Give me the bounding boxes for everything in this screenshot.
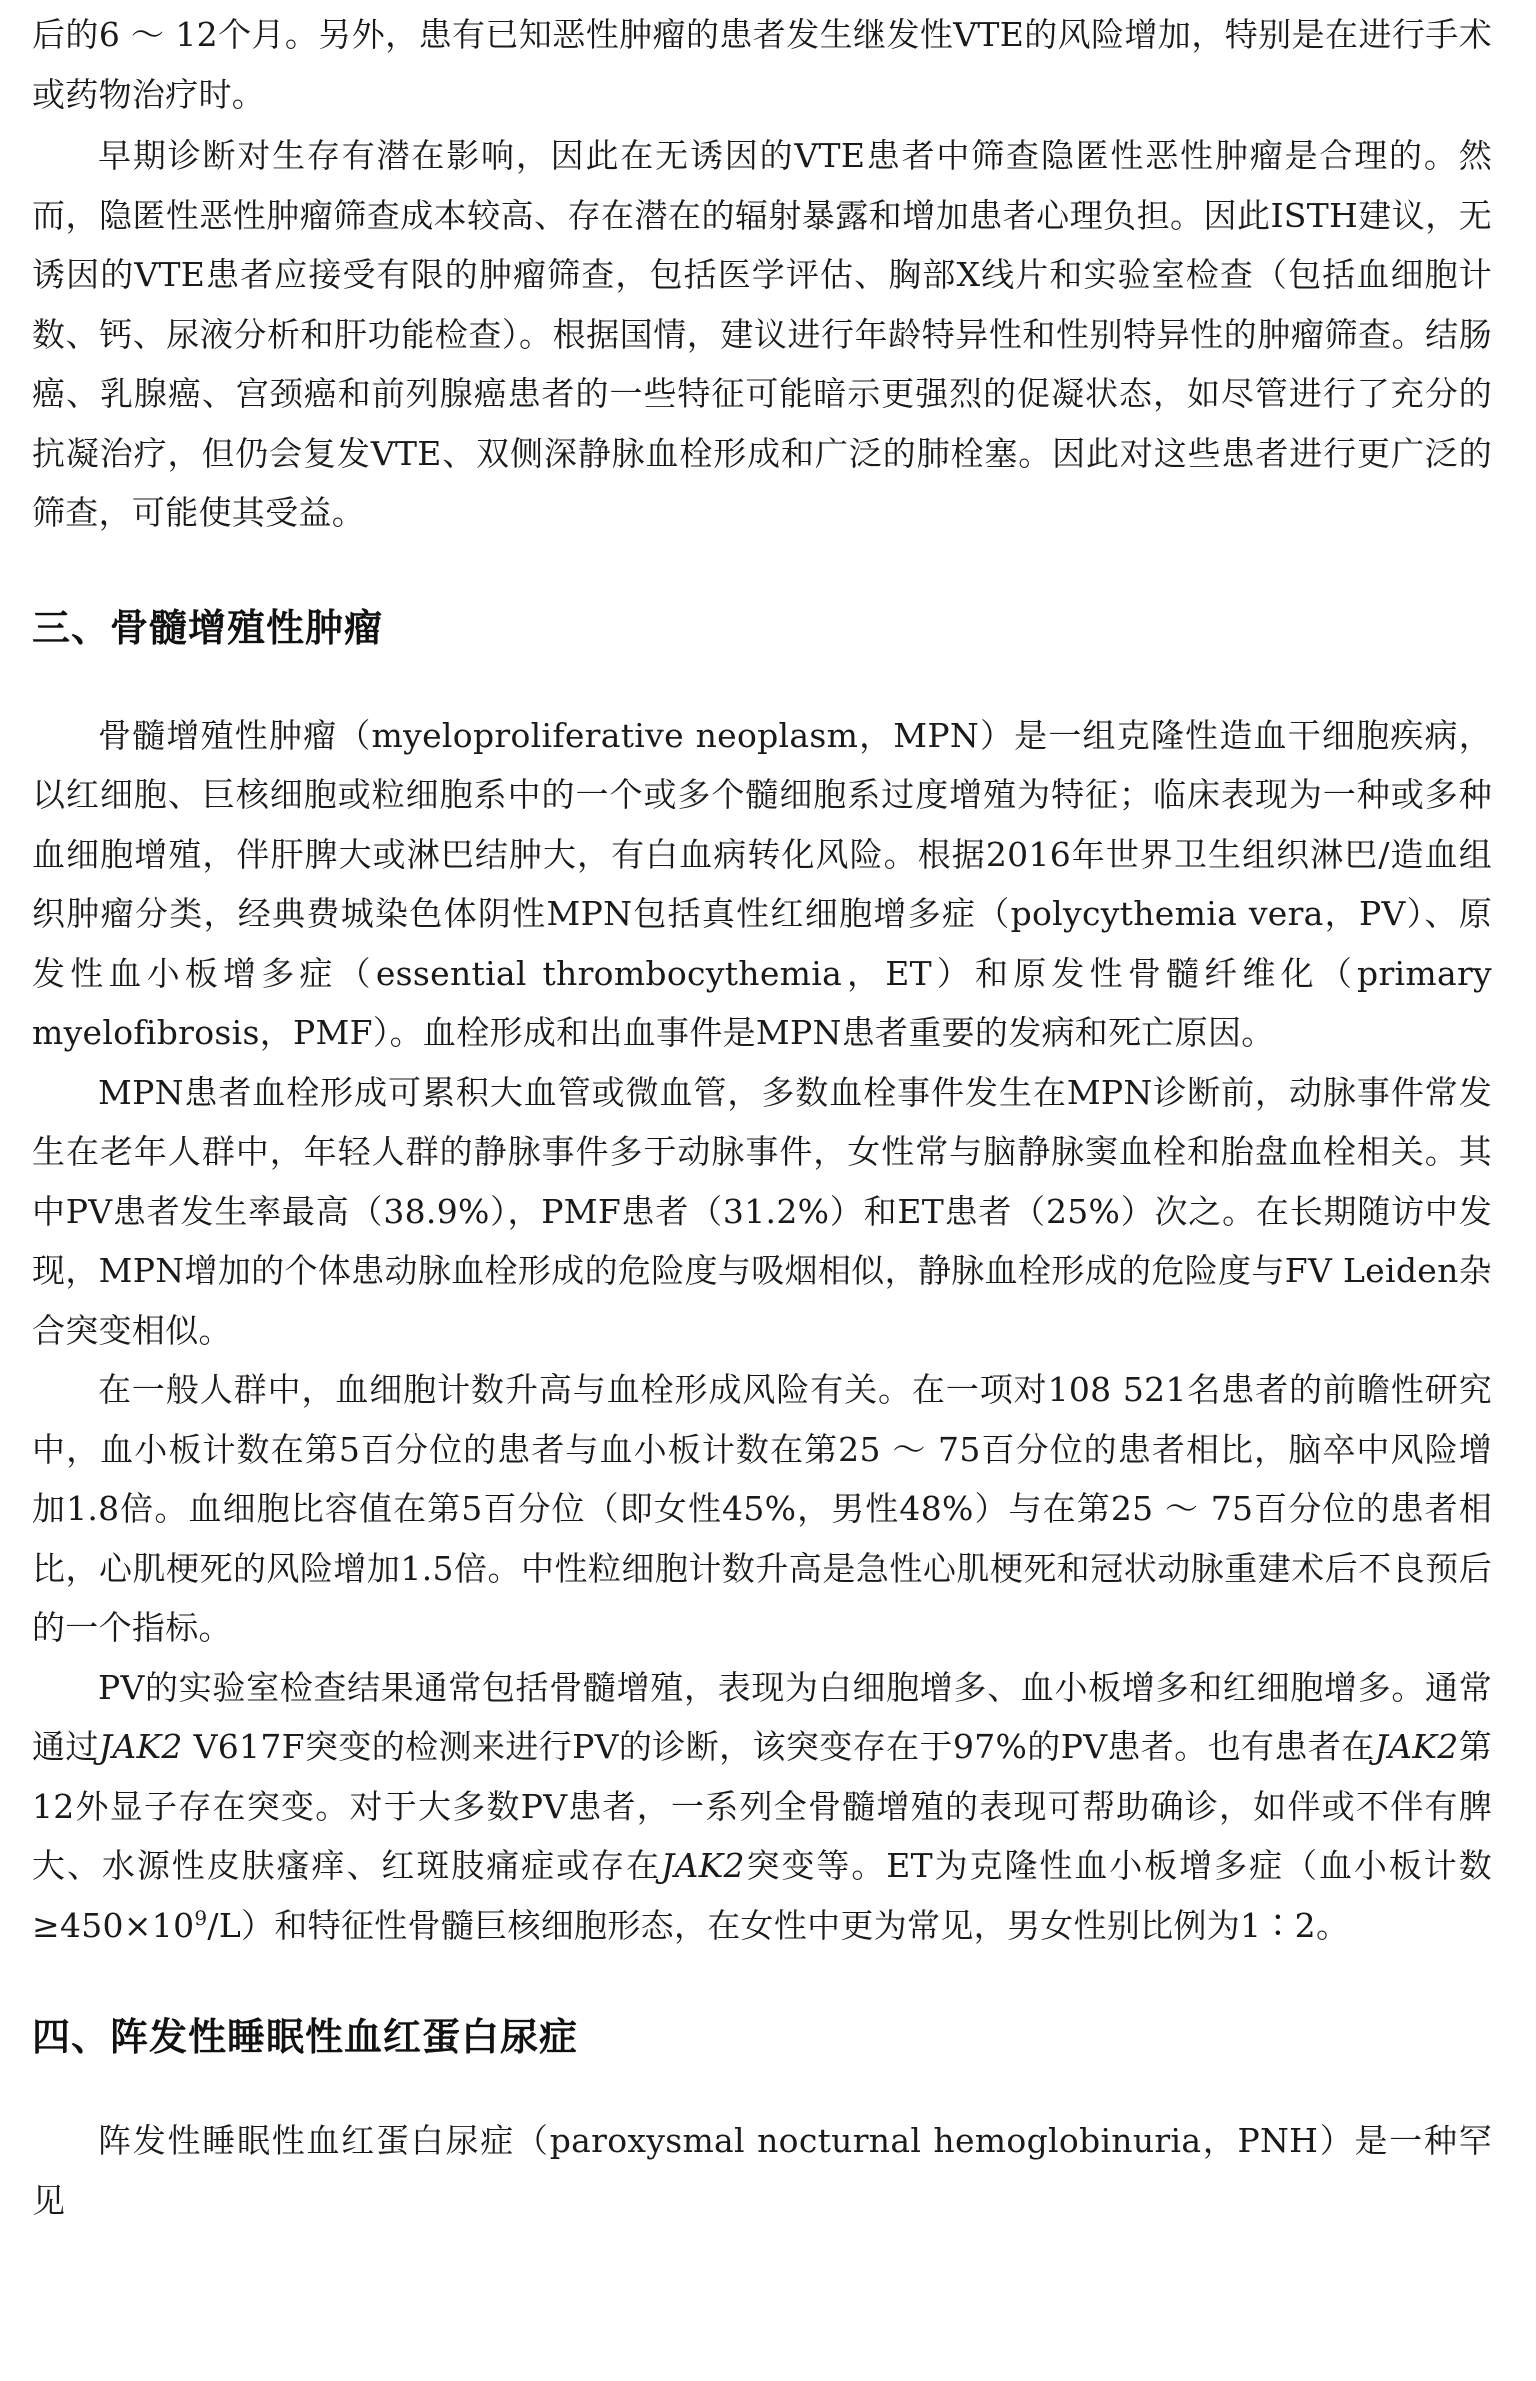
gene-name-jak2: JAK2 [660, 1846, 745, 1885]
section-heading-pnh: 四、阵发性睡眠性血红蛋白尿症 [32, 2014, 579, 2059]
gene-name-jak2: JAK2 [1374, 1727, 1459, 1766]
text-segment: V617F突变的检测来进行PV的诊断，该突变存在于97%的PV患者。也有患者在 [182, 1727, 1375, 1766]
paragraph-pnh-start: 阵发性睡眠性血红蛋白尿症（paroxysmal nocturnal hemoglobinuria，PNH）是一种罕见 [32, 2121, 1492, 2220]
document-page [32, 0, 1492, 2230]
paragraph-blood-counts: 在一般人群中，血细胞计数升高与血栓形成风险有关。在一项对108 521名患者的前瞻性研究中，血小板计数在第5百分位的患者与血小板计数在第25 ～ 75百分位的患者相比，脑卒中风险增加1.8倍。血细胞比容值在第5百分位（即女性45%，男性48%）与在第25 ～ 75百分位的患者相比，心肌梗死的风险增加1.5倍。中性粒细胞计数升高是急性心肌梗死和冠状动脉重建术后不良预后的一个指标。 [32, 1370, 1492, 1647]
paragraph-intro-end: 后的6 ～ 12个月。另外，患有已知恶性肿瘤的患者发生继发性VTE的风险增加，特别是在进行手术或药物治疗时。 [32, 15, 1492, 114]
text-segment: PV的实验室检查结果通常包括骨髓增殖，表现为白细胞增多、血小板增多和红细胞增多。通常通过 [32, 1667, 1492, 1766]
text-segment: 突变等。ET为克隆性血小板增多症（血小板计数≥450×10 [32, 1846, 1493, 1945]
text-segment: /L）和特征性骨髓巨核细胞形态，在女性中更为常见，男女性别比例为1∶2。 [207, 1905, 1350, 1945]
section-heading-mpn: 三、骨髓增殖性肿瘤 [32, 604, 384, 650]
paragraph-mpn-definition: 骨髓增殖性肿瘤（myeloproliferative neoplasm，MPN）是一组克隆性造血干细胞疾病，以红细胞、巨核细胞或粒细胞系中的一个或多个髓细胞系过度增殖为特征；临床表现为一种或多种血细胞增殖，伴肝脾大或淋巴结肿大，有白血病转化风险。根据2016年世界卫生组织淋巴/造血组织肿瘤分类，经典费城染色体阴性MPN包括真性红细胞增多症（polycythemia vera，PV）、原发性血小板增多症（essential thrombocythemia，ET）和原发性骨髓纤维化（primary myelofibrosis，PMF）。血栓形成和出血事件是MPN患者重要的发病和死亡原因。 [32, 715, 1492, 1052]
paragraph-screening: 早期诊断对生存有潜在影响，因此在无诱因的VTE患者中筛查隐匿性恶性肿瘤是合理的。然而，隐匿性恶性肿瘤筛查成本较高、存在潜在的辐射暴露和增加患者心理负担。因此ISTH建议，无诱因的VTE患者应接受有限的肿瘤筛查，包括医学评估、胸部X线片和实验室检查（包括血细胞计数、钙、尿液分析和肝功能检查）。根据国情，建议进行年龄特异性和性别特异性的肿瘤筛查。结肠癌、乳腺癌、宫颈癌和前列腺癌患者的一些特征可能暗示更强烈的促凝状态，如尽管进行了充分的抗凝治疗，但仍会复发VTE、双侧深静脉血栓形成和广泛的肺栓塞。因此对这些患者进行更广泛的筛查，可能使其受益。 [32, 136, 1492, 532]
text-segment: 第12外显子存在突变。对于大多数PV患者，一系列全骨髓增殖的表现可帮助确诊，如伴或不伴有脾大、水源性皮肤瘙痒、红斑肢痛症或存在 [32, 1727, 1492, 1885]
paragraph-mpn-thrombosis: MPN患者血栓形成可累积大血管或微血管，多数血栓事件发生在MPN诊断前，动脉事件常发生在老年人群中，年轻人群的静脉事件多于动脉事件，女性常与脑静脉窦血栓和胎盘血栓相关。其中PV患者发生率最高（38.9%），PMF患者（31.2%）和ET患者（25%）次之。在长期随访中发现，MPN增加的个体患动脉血栓形成的危险度与吸烟相似，静脉血栓形成的危险度与FⅤ Leiden杂合突变相似。 [32, 1072, 1492, 1350]
superscript-exponent: 9 [194, 1905, 208, 1930]
paragraph-pv-laboratory [32, 1658, 1492, 1956]
gene-name-jak2: JAK2 [98, 1727, 183, 1766]
